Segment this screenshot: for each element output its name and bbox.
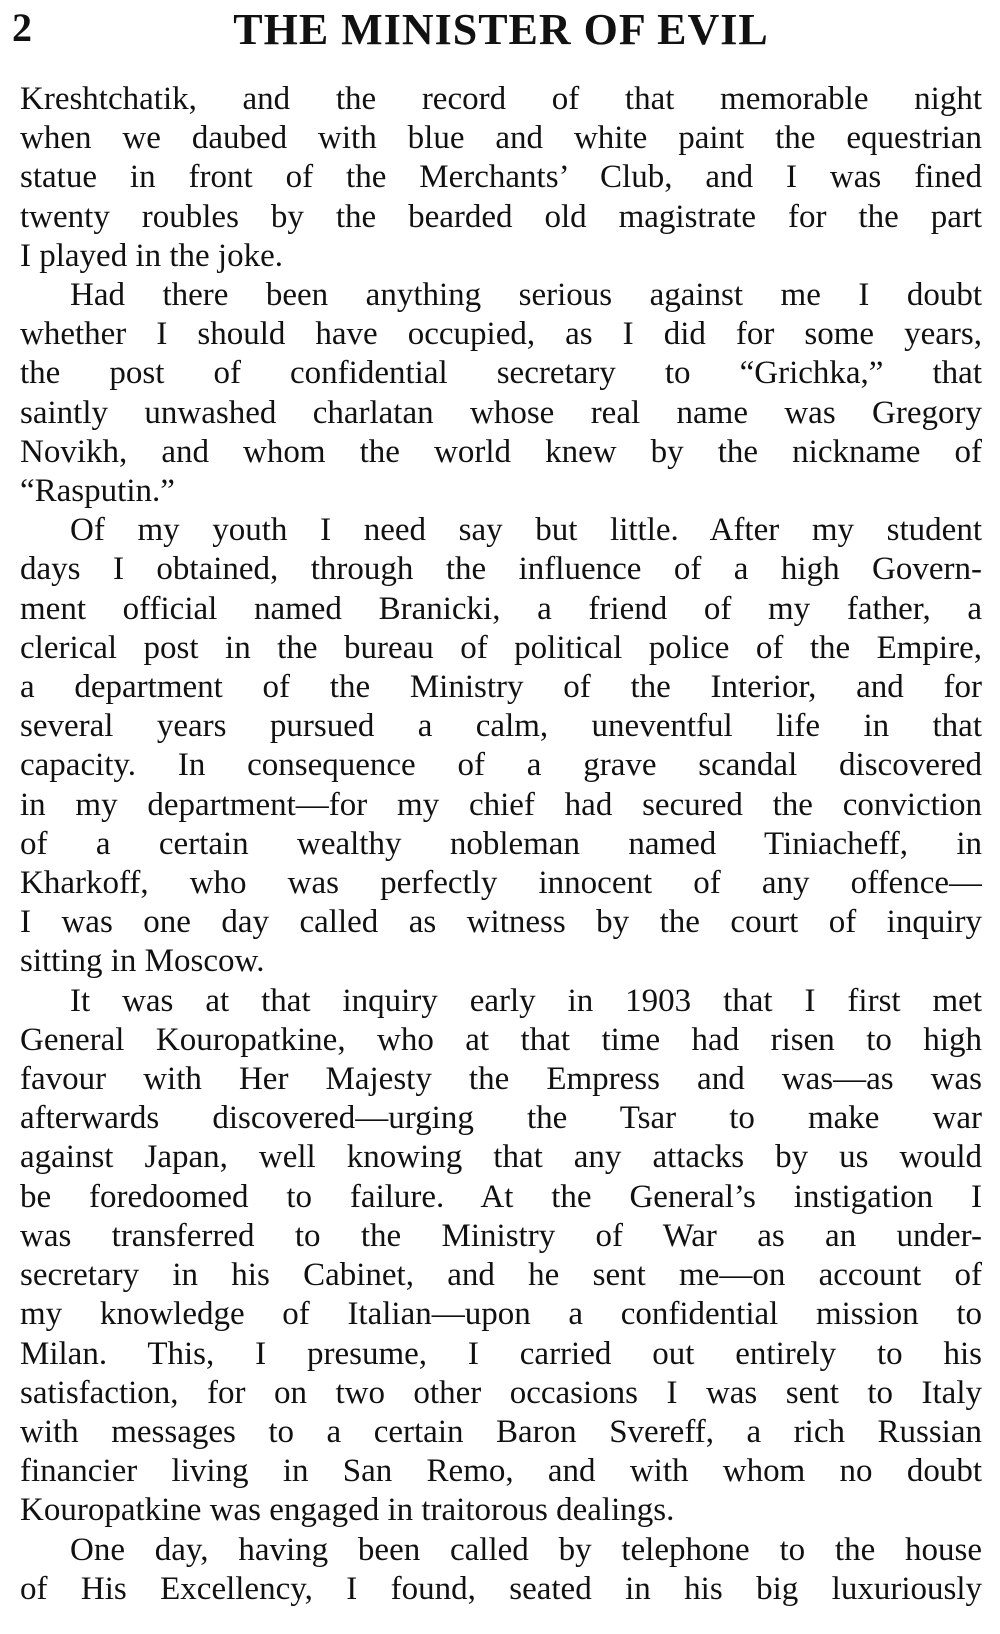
text-line: with messages to a certain Baron Svereff, a rich Russian [20, 1413, 982, 1450]
text-line: Novikh, and whom the world knew by the nickname of [20, 433, 982, 470]
text-line: saintly unwashed charlatan whose real name was Gregory [20, 394, 982, 431]
book-page [12, 0, 982, 1634]
running-head [12, 0, 982, 80]
text-line: days I obtained, through the influence of a high Govern- [20, 551, 982, 588]
text-line: was transferred to the Ministry of War as an under- [20, 1217, 982, 1254]
text-line: clerical post in the bureau of political police of the Empire, [20, 629, 982, 666]
text-line: afterwards discovered—urging the Tsar to make war [20, 1100, 982, 1137]
text-line: Had there been anything serious against me I doubt [70, 277, 982, 314]
page-number: 2 [12, 5, 32, 50]
text-line: I was one day called as witness by the court of inquiry [20, 904, 982, 941]
text-line: Kharkoff, who was perfectly innocent of any offence— [20, 865, 982, 902]
text-line: ment official named Branicki, a friend of my father, a [20, 590, 982, 627]
text-line: satisfaction, for on two other occasions I was sent to Italy [20, 1374, 982, 1411]
text-line: of a certain wealthy nobleman named Tiniacheff, in [20, 825, 982, 862]
text-line: against Japan, well knowing that any attacks by us would [20, 1139, 982, 1176]
text-line: favour with Her Majesty the Empress and was—as was [20, 1061, 982, 1098]
text-line: Kouropatkine was engaged in traitorous dealings. [20, 1492, 675, 1529]
text-line: when we daubed with blue and white paint the equestrian [20, 120, 982, 157]
paragraph [20, 982, 982, 1531]
paragraph [20, 80, 982, 276]
text-line: “Rasputin.” [20, 473, 175, 510]
text-line: whether I should have occupied, as I did for some years, [20, 316, 982, 353]
text-line: capacity. In consequence of a grave scandal discovered [20, 747, 982, 784]
paragraph [20, 276, 982, 511]
text-line: a department of the Ministry of the Interior, and for [20, 669, 982, 706]
text-line: the post of confidential secretary to “Grichka,” that [20, 355, 982, 392]
paragraph [20, 511, 982, 981]
text-line: I played in the joke. [20, 237, 284, 274]
text-line: be foredoomed to failure. At the General’s instigation I [20, 1178, 982, 1215]
text-line: Of my youth I need say but little. After my student [70, 512, 982, 549]
text-line: financier living in San Remo, and with whom no doubt [20, 1453, 982, 1490]
text-line: in my department—for my chief had secured the conviction [20, 786, 982, 823]
text-line: One day, having been called by telephone to the house [70, 1531, 982, 1568]
text-line: my knowledge of Italian—upon a confidential mission to [20, 1296, 982, 1333]
text-line: secretary in his Cabinet, and he sent me—on account of [20, 1257, 982, 1294]
running-title: THE MINISTER OF EVIL [233, 5, 769, 54]
text-line: of His Excellency, I found, seated in his big luxuriously [20, 1570, 982, 1607]
text-line: several years pursued a calm, uneventful life in that [20, 708, 982, 745]
text-line: twenty roubles by the bearded old magistrate for the part [20, 198, 982, 235]
text-line: statue in front of the Merchants’ Club, and I was fined [20, 159, 982, 196]
text-line: General Kouropatkine, who at that time had risen to high [20, 1021, 982, 1058]
text-line: Milan. This, I presume, I carried out entirely to his [20, 1335, 982, 1372]
body-text [20, 80, 982, 1609]
text-line: sitting in Moscow. [20, 943, 265, 980]
text-line: Kreshtchatik, and the record of that memorable night [20, 81, 982, 117]
text-line: It was at that inquiry early in 1903 that I first met [70, 982, 982, 1019]
paragraph [20, 1531, 982, 1609]
